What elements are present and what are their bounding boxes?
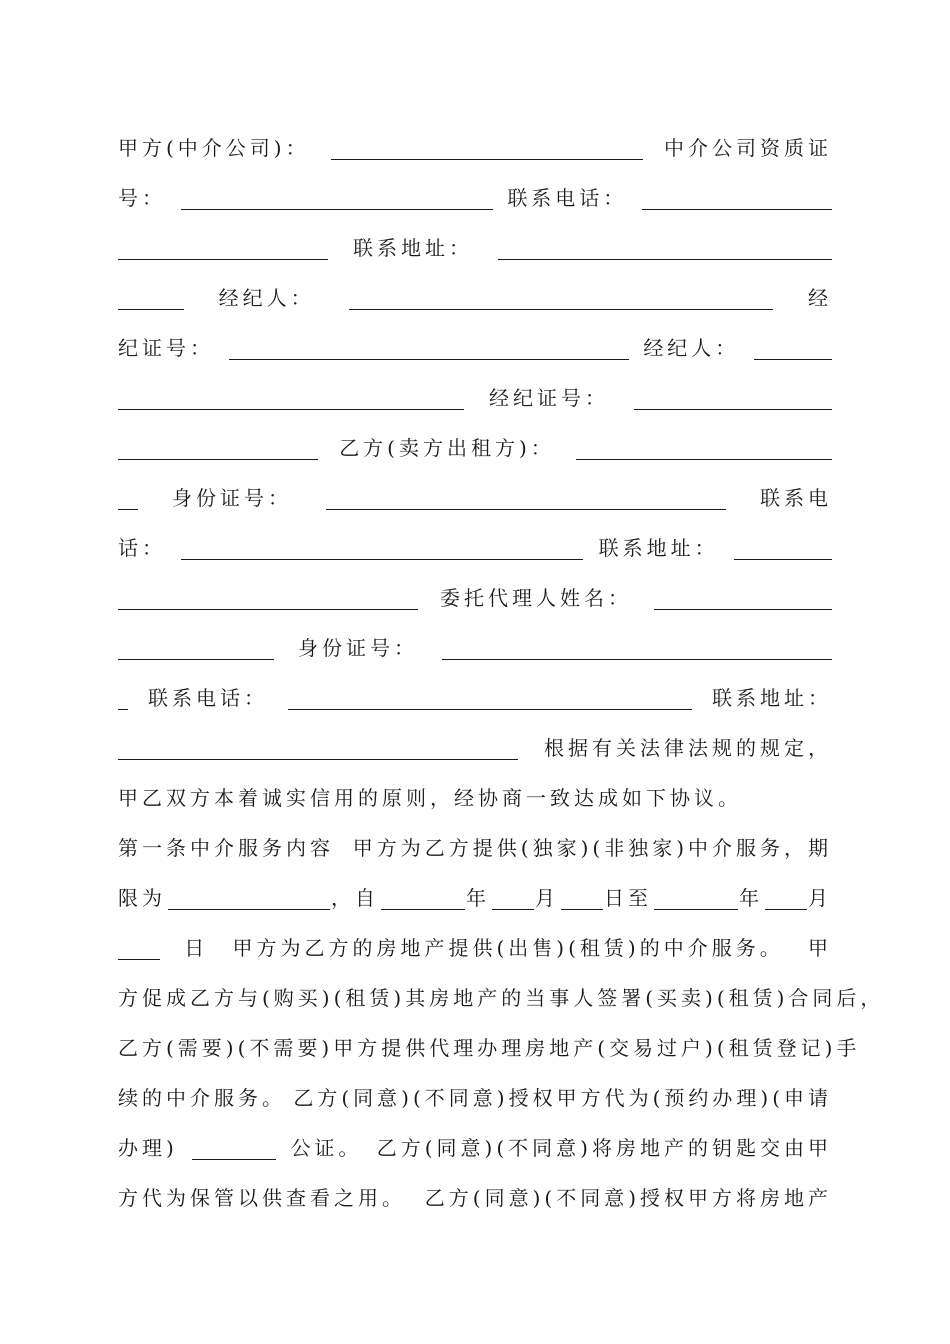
text-segment: 甲方为乙方提供(独家)(非独家)中介服务，期 [352,836,832,860]
fill-in-blank[interactable] [754,359,832,360]
text-segment: 经纪人： [643,336,740,360]
text-segment: 号： [118,186,166,210]
text-line [118,178,832,218]
text-line [118,428,832,468]
text-line [118,278,832,318]
fill-in-blank[interactable] [442,659,832,660]
text-segment: 根据有关法律法规的规定， [544,736,832,760]
text-line [118,628,832,668]
text-segment: 办理) [118,1136,178,1160]
text-line [118,328,832,368]
text-segment: 方促成乙方与(购买)(租赁)其房地产的当事人签署(买卖)(租赁)合同后， [118,986,885,1010]
text-segment: 话： [118,536,166,560]
text-segment: 日 [184,936,209,960]
fill-in-blank[interactable] [118,709,128,710]
text-segment: 甲方为乙方的房地产提供(出售)(租赁)的中介服务。 [232,936,784,960]
text-segment: 乙方(需要)(不需要)甲方提供代理办理房地产(交易过户)(租赁登记)手 [118,1036,861,1060]
fill-in-blank[interactable] [118,659,274,660]
fill-in-blank[interactable] [654,609,832,610]
text-segment: 乙方(同意)(不同意)授权甲方代为(预约办理)(申请 [293,1086,832,1110]
text-segment: 续的中介服务。 [118,1086,286,1110]
fill-in-blank[interactable] [561,909,603,910]
text-segment: 中介公司资质证 [663,136,832,160]
fill-in-blank[interactable] [118,409,464,410]
text-segment: 联系地址： [353,236,473,260]
fill-in-blank[interactable] [326,509,726,510]
text-line [118,1028,861,1068]
fill-in-blank[interactable] [181,209,493,210]
text-line [118,728,832,768]
text-segment: 月 [535,886,559,910]
text-line [118,578,832,618]
text-segment: 限为 [118,886,166,910]
text-segment: 年 [466,886,490,910]
text-segment: 纪证号： [118,336,214,360]
fill-in-blank[interactable] [654,909,738,910]
fill-in-blank[interactable] [118,459,318,460]
text-segment: 身份证号： [172,486,292,510]
text-segment: ，自 [331,886,379,910]
fill-in-blank[interactable] [634,409,832,410]
fill-in-blank[interactable] [118,259,328,260]
text-line [118,678,832,718]
fill-in-blank[interactable] [192,1159,276,1160]
text-line [118,878,832,918]
text-line [118,778,832,818]
text-line [118,1078,832,1118]
text-line [118,928,832,968]
fill-in-blank[interactable] [181,559,583,560]
fill-in-blank[interactable] [734,559,832,560]
text-line [118,1178,832,1218]
fill-in-blank[interactable] [492,909,534,910]
fill-in-blank[interactable] [118,959,160,960]
text-segment: 乙方(同意)(不同意)授权甲方将房地产 [424,1186,832,1210]
fill-in-blank[interactable] [118,509,138,510]
text-segment: 联系地址： [598,536,719,560]
text-line [118,378,832,418]
text-line [118,828,832,868]
text-segment: 联系电话： [507,186,628,210]
fill-in-blank[interactable] [118,609,418,610]
fill-in-blank[interactable] [331,159,643,160]
text-segment: 乙方(同意)(不同意)将房地产的钥匙交由甲 [376,1136,832,1160]
fill-in-blank[interactable] [168,909,330,910]
fill-in-blank[interactable] [576,459,832,460]
fill-in-blank[interactable] [229,359,629,360]
fill-in-blank[interactable] [498,259,832,260]
fill-in-blank[interactable] [118,309,184,310]
text-line [118,228,832,268]
text-line [118,978,885,1018]
text-segment: 第一条中介服务内容 [118,836,334,860]
text-segment: 月 [808,886,832,910]
text-segment: 甲 [807,936,832,960]
text-line [118,1128,832,1168]
fill-in-blank[interactable] [349,309,773,310]
text-segment: 甲方(中介公司)： [118,136,310,160]
fill-in-blank[interactable] [765,909,807,910]
fill-in-blank[interactable] [381,909,465,910]
text-segment: 联系地址： [712,686,832,710]
text-segment: 年 [739,886,763,910]
text-segment: 公证。 [290,1136,363,1160]
text-segment: 甲乙双方本着诚实信用的原则，经协商一致达成如下协议。 [118,786,742,810]
text-segment: 委托代理人姓名： [440,586,632,610]
text-segment: 方代为保管以供查看之用。 [118,1186,406,1210]
text-segment: 日至 [604,886,652,910]
text-segment: 联系电话： [148,686,268,710]
text-segment: 联系电 [760,486,832,510]
text-segment: 经纪人： [218,286,315,310]
fill-in-blank[interactable] [118,759,518,760]
fill-in-blank[interactable] [642,209,832,210]
text-segment: 经纪证号： [489,386,609,410]
text-segment: 乙方(卖方出租方)： [339,436,555,460]
text-segment: 经 [807,286,832,310]
text-line [118,528,832,568]
fill-in-blank[interactable] [288,709,692,710]
text-segment: 身份证号： [298,636,418,660]
text-line [118,478,832,518]
text-line [118,128,832,168]
